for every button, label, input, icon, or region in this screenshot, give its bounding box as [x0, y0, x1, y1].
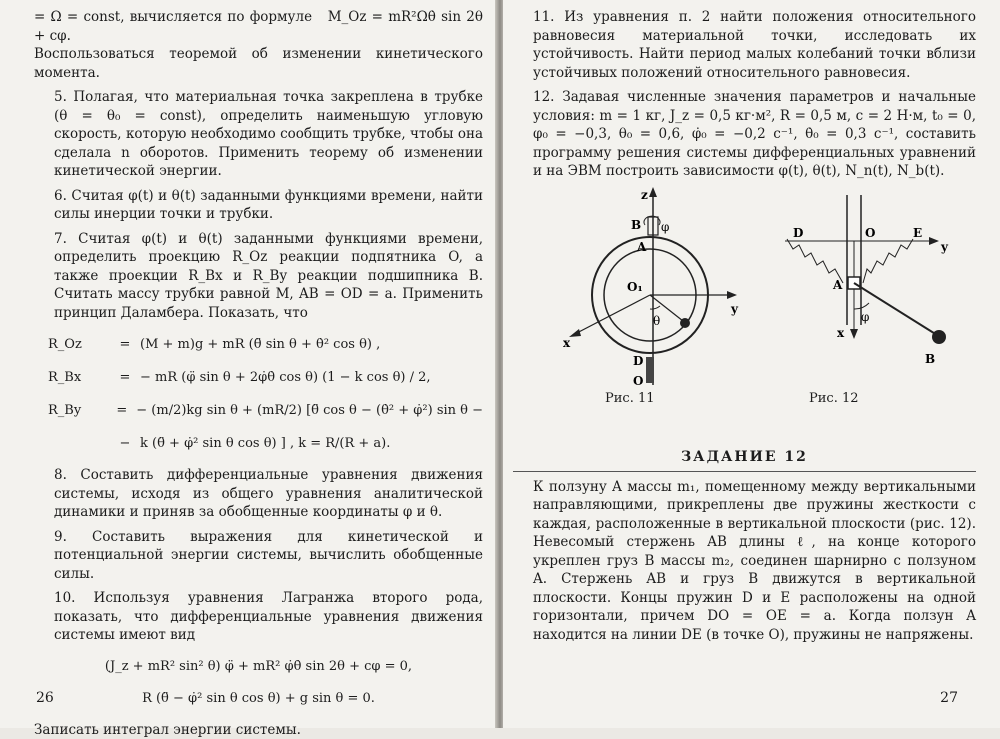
y-axis-arrow: [727, 291, 737, 299]
fig12-label-d: D: [793, 226, 803, 240]
eq10-1: (J_z + mR² sin² θ) φ̈ + mR² φ̇θ̇ sin 2θ + cφ = 0,: [34, 651, 483, 683]
x-axis-line: [573, 295, 650, 335]
task-12-title: ЗАДАНИЕ 12: [513, 449, 976, 472]
fig12-caption: Рис. 12: [809, 391, 859, 406]
line1: = Ω = const, вычисляется по формуле M_Oz = mR²Ωθ̇ sin 2θ + cφ.: [34, 8, 483, 45]
task-12-text: К ползуну A массы m₁, помещенному между вертикальными направляющими, прикреплены две пружины жесткости c каждая, расположенные в вертикальной плоскости (рис. 12). Невесомый стержень AB длины ℓ, на конце которого укреплен груз B массы m₂, соединен шарнирно с ползуном A. Стержень AB и груз B движутся в вертикальной плоскости. Концы пружин D и E расположены на одной горизонтали, причем DO = OE = a. Когда ползун A находится на линии DE (в точке O), пружины не напряжены.: [513, 478, 976, 645]
left-page: [0, 0, 497, 728]
item-9: 9. Составить выражения для кинетической и потенциальной энергии системы, вычислить обобщенные силы.: [34, 528, 483, 584]
fig11-label-phi: φ: [661, 220, 669, 234]
eq10-2: R (θ̈ − φ̇² sin θ cos θ) + g sin θ = 0.: [34, 683, 483, 715]
fig11-label-x: x: [563, 336, 571, 350]
rod-ab: [854, 283, 937, 335]
fig12-label-b: B: [925, 352, 935, 366]
fig11-label-y: y: [730, 302, 739, 316]
figure-12: [775, 185, 975, 385]
item-10: 10. Используя уравнения Лагранжа второго рода, показать, что дифференциальные уравнения движения системы имеют вид: [34, 589, 483, 645]
z-axis-arrow: [649, 187, 657, 197]
fig11-caption: Рис. 11: [605, 391, 655, 406]
fig11-label-d: D: [633, 354, 643, 368]
item-5: 5. Полагая, что материальная точка закреплена в трубке (θ = θ₀ = const), определить наименьшую угловую скорость, которую необходимо сообщить трубке, чтобы она сделала n оборотов. Применить теорему об изменении кинетической энергии.: [34, 88, 483, 181]
fig12-label-e: E: [913, 226, 922, 240]
item-12: 12. Задавая численные значения параметров и начальные условия: m = 1 кг, J_z = 0,5 кг·м², R = 0,5 м, c = 2 Н·м, t₀ = 0, φ₀ = −0,3, θ₀ = 0,6, φ̇₀ = −0,2 c⁻¹, θ̇₀ = 0,3 c⁻¹, составить программу решения системы дифференциальных уравнений и на ЭВМ построить зависимости φ(t), θ(t), N_n(t), N_b(t).: [513, 88, 976, 181]
fig11-label-z: z: [641, 188, 648, 202]
item-8: 8. Составить дифференциальные уравнения движения системы, исходя из общего уравнения аналитической динамики и приняв за обобщенные координаты φ и θ.: [34, 466, 483, 522]
fig11-label-o: O: [633, 374, 643, 388]
line2: Воспользоваться теоремой об изменении кинетического момента.: [34, 45, 483, 82]
eq-row-rby: R_By = − (m/2)kg sin θ + (mR/2) [θ̈ cos θ − (θ̇² + φ̇²) sin θ −: [34, 394, 483, 427]
fig11-label-theta: θ: [653, 314, 660, 328]
fig12-label-o: O: [865, 226, 875, 240]
fig12-label-a: A: [832, 278, 843, 292]
figures-area: [513, 185, 976, 435]
spring-left: [787, 239, 843, 283]
figure-11: [533, 185, 763, 395]
fig11-label-b: B: [631, 218, 641, 232]
item-6: 6. Считая φ(t) и θ(t) заданными функциями времени, найти силы инерции точки и трубки.: [34, 187, 483, 224]
material-point: [680, 318, 690, 328]
load-b: [932, 330, 946, 344]
spring-right: [863, 239, 913, 283]
fig12-label-phi: φ: [861, 310, 869, 324]
x-axis-arrow-12: [850, 329, 858, 339]
fig11-label-o1: O₁: [627, 280, 643, 294]
right-page: [503, 0, 1000, 728]
fig12-label-x: x: [837, 326, 845, 340]
fig11-label-a: A: [636, 240, 647, 254]
theta-arc: [650, 306, 660, 309]
eq-row-rbx: R_Bx = − mR (φ̈ sin θ + 2φ̇θ̇ cos θ) (1 − k cos θ) / 2,: [34, 361, 483, 394]
page-number-right: 27: [940, 690, 958, 706]
closing-line: Записать интеграл энергии системы.: [34, 721, 483, 739]
fig12-label-y: y: [940, 240, 949, 254]
page-number-left: 26: [36, 690, 54, 706]
y-axis-arrow-12: [929, 237, 939, 245]
pivot-o: [646, 357, 654, 383]
item-11: 11. Из уравнения п. 2 найти положения относительного равновесия материальной точки, исследовать их устойчивость. Найти период малых колебаний точки вблизи устойчивых положений относительного равновесия.: [513, 8, 976, 82]
item-7: 7. Считая φ(t) и θ(t) заданными функциями времени, определить проекцию R_Oz реакции подпятника O, а также проекции R_Bx и R_By реакции подшипника B. Считать массу трубки равной M, AB = OD = a. Применить принцип Даламбера. Показать, что: [34, 230, 483, 323]
x-axis-arrow: [569, 329, 581, 337]
eq-row-rby-cont: − k (θ̈ + φ̇² sin θ cos θ) ] , k = R/(R + a).: [34, 427, 483, 460]
eq-row-roz: R_Oz = (M + m)g + mR (θ̈ sin θ + θ̇² cos θ) ,: [34, 328, 483, 361]
moz-formula: M_Oz = mR²Ωθ̇ sin 2θ + cφ.: [34, 9, 483, 44]
reaction-equations: [34, 328, 483, 460]
